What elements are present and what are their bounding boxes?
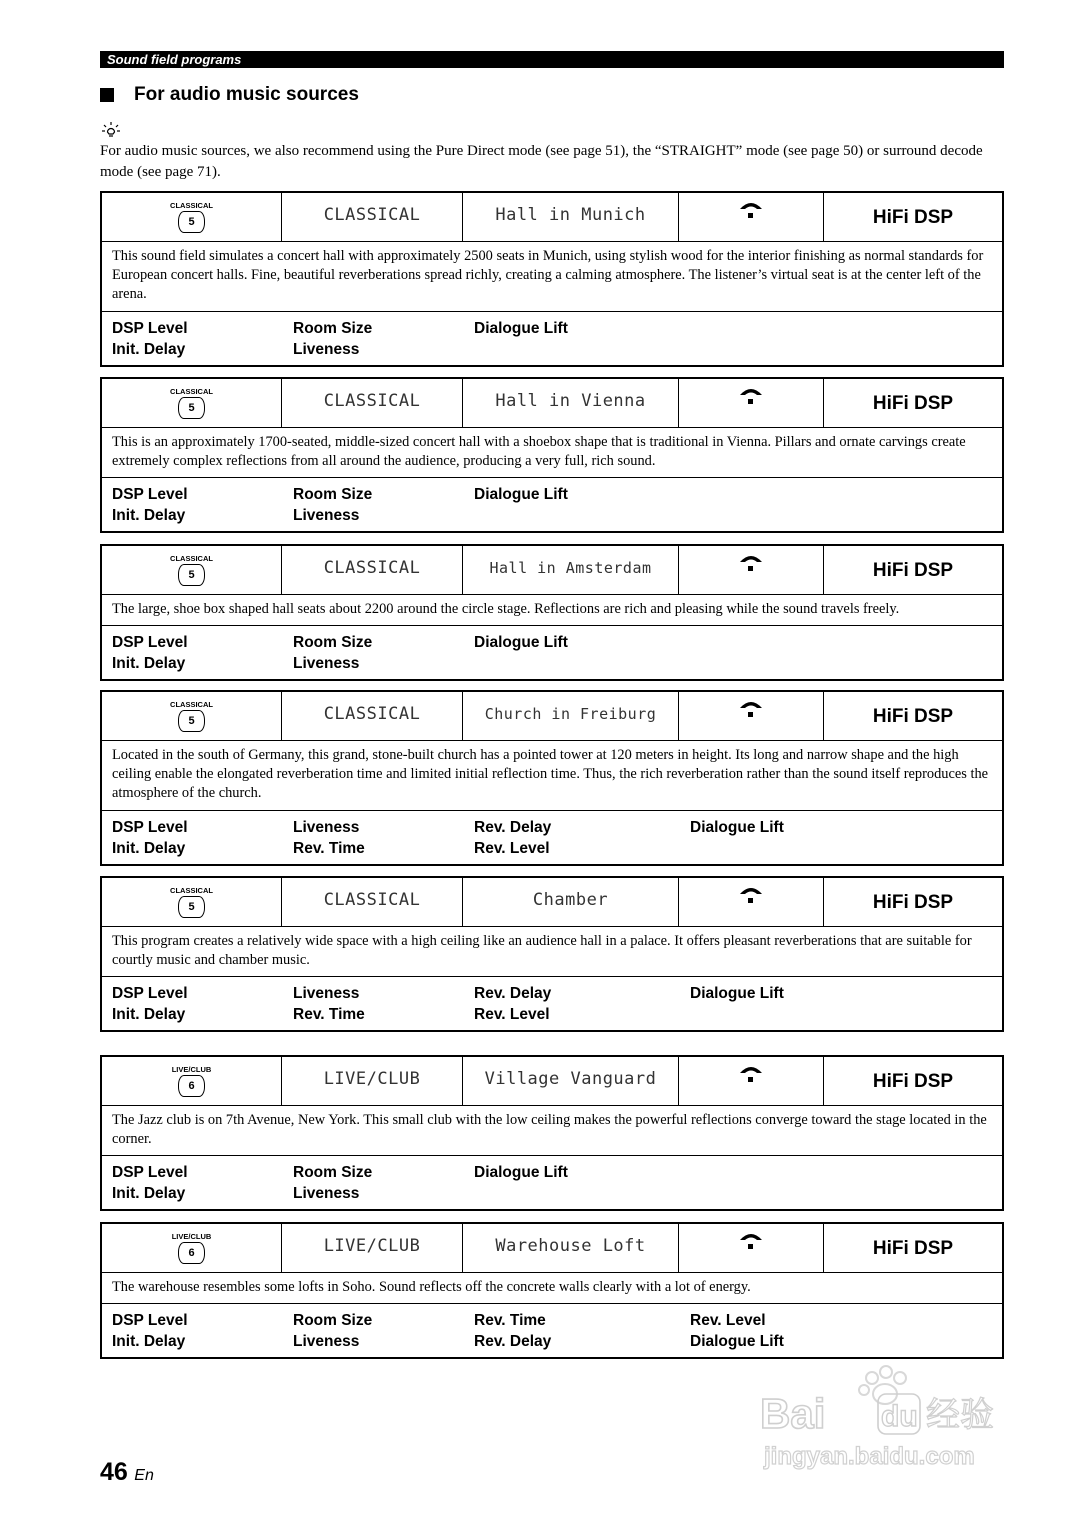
program-description: This is an approximately 1700-seated, middle-sized concert hall with a shoebox shape that is traditional in Vienna. Pillars and ornate carvings create extremely complex reflections from all around the audience, producing a very full, rich sound. <box>102 428 1002 478</box>
remote-button <box>102 379 282 427</box>
parameter: Init. Delay <box>112 1006 186 1024</box>
parameter <box>690 484 890 505</box>
speaker-mode-cell <box>679 1057 824 1105</box>
category-display: CLASSICAL <box>282 692 463 740</box>
parameter <box>690 1162 890 1183</box>
program-box <box>100 191 1004 367</box>
program-description: The warehouse resembles some lofts in Soho. Sound reflects off the concrete walls clearly with a lot of energy. <box>102 1273 1002 1304</box>
parameter-list <box>102 626 1002 679</box>
front-speaker-icon <box>738 1063 764 1085</box>
parameter: Room Size <box>293 1164 373 1182</box>
program-description: This sound field simulates a concert hall with approximately 2500 seats in Munich, using stylish wood for the interior finishing as normal standards for European concert halls. Fine, beautiful reverberations spread richly, creating a calming atmosphere. The listener’s virtual seat is at the center left of the arena. <box>102 242 1002 312</box>
parameter: DSP Level <box>112 319 188 337</box>
category-display: CLASSICAL <box>282 546 463 594</box>
parameter: DSP Level <box>112 818 188 836</box>
front-speaker-icon <box>738 199 764 221</box>
remote-button <box>102 692 282 740</box>
parameter: Liveness <box>293 985 360 1003</box>
program-display: Village Vanguard <box>463 1057 679 1105</box>
parameter: Rev. Level <box>474 839 550 857</box>
button-category-label: LIVE/CLUB <box>171 1065 212 1074</box>
program-display: Hall in Amsterdam <box>463 546 679 594</box>
parameter-list <box>102 1304 1002 1357</box>
parameter: Liveness <box>293 340 360 358</box>
remote-button <box>102 1057 282 1105</box>
button-category-label: CLASSICAL <box>170 700 213 709</box>
category-display: LIVE/CLUB <box>282 1057 463 1105</box>
parameter <box>474 505 690 526</box>
button-number: 5 <box>178 564 205 586</box>
speaker-mode-cell <box>679 546 824 594</box>
button-category-label: CLASSICAL <box>170 554 213 563</box>
parameter: Rev. Delay <box>474 818 552 836</box>
hifi-dsp-label: HiFi DSP <box>872 892 954 913</box>
program-description: The large, shoe box shaped hall seats about 2200 around the circle stage. Reflections are rich and pleasing while the sound travels freely. <box>102 595 1002 626</box>
program-display: Church in Freiburg <box>463 692 679 740</box>
parameter: Rev. Time <box>293 1006 365 1024</box>
program-box <box>100 1055 1004 1211</box>
button-category-label: LIVE/CLUB <box>171 1232 212 1241</box>
lightbulb-tip-icon <box>100 121 122 137</box>
parameter <box>690 838 890 859</box>
button-number: 6 <box>178 1075 205 1097</box>
parameter-list <box>102 811 1002 864</box>
parameter: Dialogue Lift <box>690 1333 784 1351</box>
parameter: Init. Delay <box>112 507 186 525</box>
button-number: 5 <box>178 397 205 419</box>
parameter <box>474 1183 690 1204</box>
parameter: Rev. Level <box>690 1312 766 1330</box>
program-box <box>100 377 1004 533</box>
page-number-value: 46 <box>100 1458 128 1486</box>
parameter <box>690 1183 890 1204</box>
button-category-label: CLASSICAL <box>170 387 213 396</box>
program-display: Hall in Vienna <box>463 379 679 427</box>
parameter: Init. Delay <box>112 655 186 673</box>
front-speaker-icon <box>738 884 764 906</box>
program-description: Located in the south of Germany, this grand, stone-built church has a pointed tower at 120 meters in height. Its long and narrow shape and the high ceiling enable the elongated reverberation time and limited initial reflection time. Thus, the rich reverberation rather than the sound itself reproduces the atmosphere of the church. <box>102 741 1002 811</box>
parameter: DSP Level <box>112 1312 188 1330</box>
square-bullet-icon <box>100 88 114 102</box>
hifi-dsp-label: HiFi DSP <box>872 1071 954 1092</box>
heading-text: For audio music sources <box>134 84 359 105</box>
parameter: DSP Level <box>112 985 188 1003</box>
button-number: 5 <box>178 211 205 233</box>
speaker-mode-cell <box>679 692 824 740</box>
program-box <box>100 876 1004 1032</box>
parameter: Dialogue Lift <box>474 486 568 504</box>
remote-button <box>102 193 282 241</box>
program-display: Chamber <box>463 878 679 926</box>
page-heading <box>100 84 359 106</box>
front-speaker-icon <box>738 698 764 720</box>
speaker-mode-cell <box>679 193 824 241</box>
baidu-watermark-logo <box>760 1360 1010 1480</box>
parameter: Init. Delay <box>112 1333 186 1351</box>
parameter: Dialogue Lift <box>690 985 784 1003</box>
section-label-bar: Sound field programs <box>100 51 1004 68</box>
button-number: 6 <box>178 1242 205 1264</box>
parameter: Dialogue Lift <box>690 818 784 836</box>
parameter: Liveness <box>293 818 360 836</box>
parameter: Liveness <box>293 655 360 673</box>
hifi-dsp-label: HiFi DSP <box>872 560 954 581</box>
parameter: Init. Delay <box>112 839 186 857</box>
parameter: Rev. Time <box>474 1312 546 1330</box>
hifi-dsp-label: HiFi DSP <box>872 1238 954 1259</box>
parameter: Rev. Delay <box>474 985 552 1003</box>
parameter: Liveness <box>293 507 360 525</box>
parameter-list <box>102 1156 1002 1209</box>
parameter: DSP Level <box>112 486 188 504</box>
parameter: Room Size <box>293 486 373 504</box>
hifi-dsp-label: HiFi DSP <box>872 393 954 414</box>
parameter <box>690 505 890 526</box>
parameter <box>690 653 890 674</box>
program-box <box>100 690 1004 866</box>
front-speaker-icon <box>738 552 764 574</box>
svg-text:经验: 经验 <box>926 1395 994 1435</box>
parameter: Dialogue Lift <box>474 1164 568 1182</box>
parameter: DSP Level <box>112 1164 188 1182</box>
parameter: Liveness <box>293 1333 360 1351</box>
speaker-mode-cell <box>679 379 824 427</box>
svg-text:Bai: Bai <box>760 1390 826 1437</box>
program-display: Hall in Munich <box>463 193 679 241</box>
parameter <box>690 318 890 339</box>
remote-button <box>102 546 282 594</box>
parameter <box>690 339 890 360</box>
parameter <box>690 1004 890 1025</box>
speaker-mode-cell <box>679 1224 824 1272</box>
parameter: Room Size <box>293 319 373 337</box>
parameter: DSP Level <box>112 634 188 652</box>
button-number: 5 <box>178 896 205 918</box>
program-description: The Jazz club is on 7th Avenue, New York. This small club with the low ceiling makes the powerful reflections converge toward the stage located in the corner. <box>102 1106 1002 1156</box>
program-box <box>100 544 1004 681</box>
category-display: LIVE/CLUB <box>282 1224 463 1272</box>
button-category-label: CLASSICAL <box>170 201 213 210</box>
parameter <box>690 632 890 653</box>
parameter: Init. Delay <box>112 1185 186 1203</box>
parameter: Room Size <box>293 634 373 652</box>
front-speaker-icon <box>738 385 764 407</box>
category-display: CLASSICAL <box>282 878 463 926</box>
hifi-dsp-label: HiFi DSP <box>872 706 954 727</box>
button-number: 5 <box>178 710 205 732</box>
remote-button <box>102 878 282 926</box>
remote-button <box>102 1224 282 1272</box>
parameter <box>474 653 690 674</box>
parameter: Dialogue Lift <box>474 319 568 337</box>
button-category-label: CLASSICAL <box>170 886 213 895</box>
parameter-list <box>102 478 1002 531</box>
parameter: Init. Delay <box>112 340 186 358</box>
hifi-dsp-label: HiFi DSP <box>872 207 954 228</box>
svg-text:jingyan.baidu.com: jingyan.baidu.com <box>764 1443 975 1470</box>
intro-paragraph: For audio music sources, we also recommend using the Pure Direct mode (see page 51), the “STRAIGHT” mode (see page 50) or surround decode mode (see page 71). <box>100 143 983 180</box>
program-description: This program creates a relatively wide space with a high ceiling like an audience hall in a palace. It offers pleasant reverberations that are suitable for courtly music and chamber music. <box>102 927 1002 977</box>
speaker-mode-cell <box>679 878 824 926</box>
category-display: CLASSICAL <box>282 379 463 427</box>
parameter: Rev. Level <box>474 1006 550 1024</box>
program-display: Warehouse Loft <box>463 1224 679 1272</box>
parameter: Room Size <box>293 1312 373 1330</box>
parameter: Liveness <box>293 1185 360 1203</box>
program-box <box>100 1222 1004 1359</box>
parameter <box>474 339 690 360</box>
parameter: Dialogue Lift <box>474 634 568 652</box>
parameter: Rev. Delay <box>474 1333 552 1351</box>
category-display: CLASSICAL <box>282 193 463 241</box>
svg-text:du: du <box>881 1400 918 1433</box>
page-number <box>100 1458 154 1487</box>
parameter-list <box>102 312 1002 365</box>
page-language: En <box>134 1467 154 1484</box>
front-speaker-icon <box>738 1230 764 1252</box>
parameter: Rev. Time <box>293 839 365 857</box>
parameter-list <box>102 977 1002 1030</box>
